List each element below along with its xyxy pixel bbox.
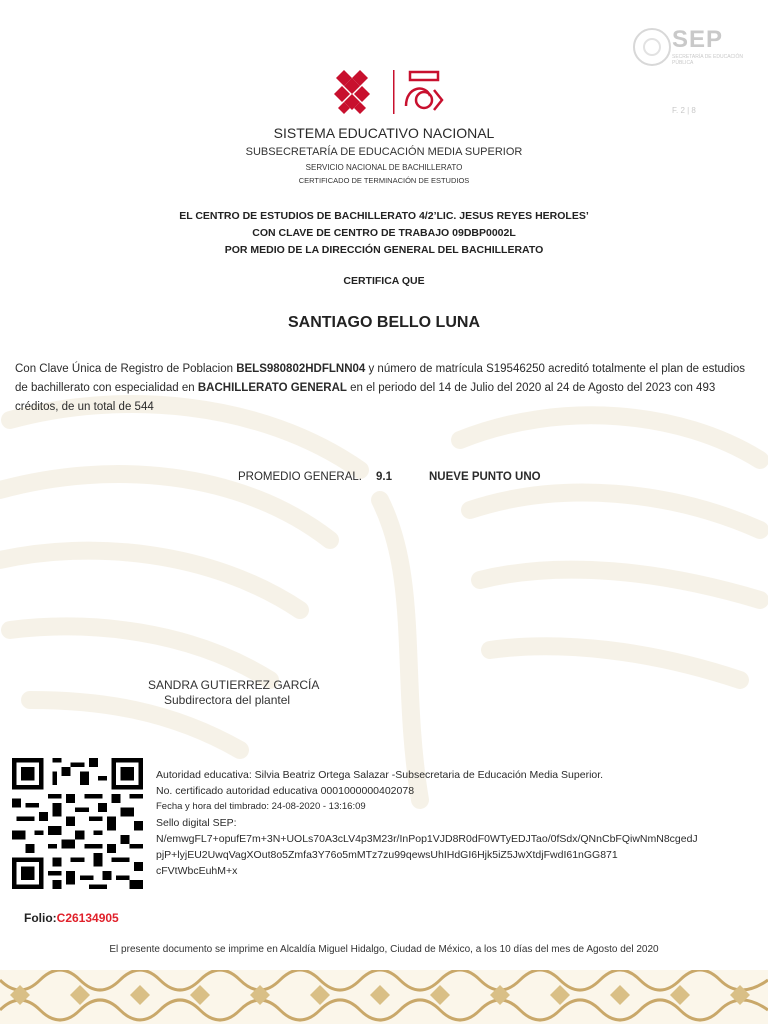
sistema-title: SISTEMA EDUCATIVO NACIONAL <box>273 125 495 141</box>
qr-code[interactable] <box>12 758 143 889</box>
folio-label: Folio: <box>24 911 57 925</box>
curp-value: BELS980802HDFLNN04 <box>236 363 366 375</box>
sello-line-3: cFVtWbcEuhM+x <box>156 865 238 877</box>
document-stamp: F. 2 | 8 <box>672 106 696 115</box>
institution-line-2: CON CLAVE DE CENTRO DE TRABAJO 09DBP0002L <box>252 227 516 239</box>
certifica-heading: CERTIFICA QUE <box>343 275 425 287</box>
institution-line-1: EL CENTRO DE ESTUDIOS DE BACHILLERATO 4/2’LIC. JESUS REYES HEROLES’ <box>179 210 589 222</box>
no-certificado-line: No. certificado autoridad educativa 0001000000402078 <box>156 785 415 797</box>
institution-block <box>0 208 768 259</box>
institution-logo <box>330 66 445 116</box>
promedio-value: 9.1 <box>376 471 392 483</box>
folio <box>24 911 119 925</box>
body-part-3: en el periodo del 14 de Julio del 2020 al 24 de Agosto del 2023 con 493 créditos, de un total de 544 <box>15 382 716 413</box>
fecha-timbrado-line: Fecha y hora del timbrado: 24-08-2020 - 13:16:09 <box>156 801 366 812</box>
servicio-title: SERVICIO NACIONAL DE BACHILLERATO <box>305 163 463 172</box>
especialidad-value: BACHILLERATO GENERAL <box>197 382 347 394</box>
promedio-words: NUEVE PUNTO UNO <box>429 471 541 483</box>
decorative-border-band <box>0 970 768 1024</box>
sep-logo-text: SEP <box>672 26 724 53</box>
sello-line-2: pjP+lyjEU2UwqVagXOut8o5Zmfa3Y76o5mMTz7zu99qewsUhIHdGI6Hjk5iZ5JwXtdjFwdI61nGG871 <box>156 849 618 861</box>
sep-logo-subtitle: SECRETARÍA DE EDUCACIÓN PÚBLICA <box>672 54 744 66</box>
sello-line-1: N/emwgFL7+opufE7m+3N+UOLs70A3cLV4p3M23r/InPop1VJD8R0dF0WTyEDJTao/0fSdx/QNnCbFQiwNmN8cgedJ <box>156 833 698 845</box>
body-part-1: Con Clave Única de Registro de Poblacion <box>15 363 237 375</box>
footer-note: El presente documento se imprime en Alcaldía Miguel Hidalgo, Ciudad de México, a los 10 días del mes de Agosto del 2020 <box>109 944 659 955</box>
sep-seal-icon <box>633 28 671 66</box>
institution-line-3: POR MEDIO DE LA DIRECCIÓN GENERAL DEL BACHILLERATO <box>224 244 544 256</box>
sello-label: Sello digital SEP: <box>156 817 237 829</box>
promedio-label: PROMEDIO GENERAL. <box>238 471 362 483</box>
certificado-title: CERTIFICADO DE TERMINACIÓN DE ESTUDIOS <box>298 176 470 185</box>
folio-number: C26134905 <box>56 911 119 925</box>
student-name: SANTIAGO BELLO LUNA <box>288 314 480 331</box>
body-part-2: y número de matrícula S19546250 acreditó totalmente el plan de estudios de bachillerato con especialidad en <box>15 363 746 394</box>
signatory-role: Subdirectora del plantel <box>164 693 291 707</box>
signatory-name: SANDRA GUTIERREZ GARCÍA <box>148 678 320 692</box>
subsecretaria-title: SUBSECRETARÍA DE EDUCACIÓN MEDIA SUPERIOR <box>245 146 523 158</box>
autoridad-line: Autoridad educativa: Silvia Beatriz Ortega Salazar -Subsecretaria de Educación Media Superior. <box>156 769 604 781</box>
certificate-body-text <box>15 360 755 417</box>
digital-signature-info <box>156 767 756 879</box>
